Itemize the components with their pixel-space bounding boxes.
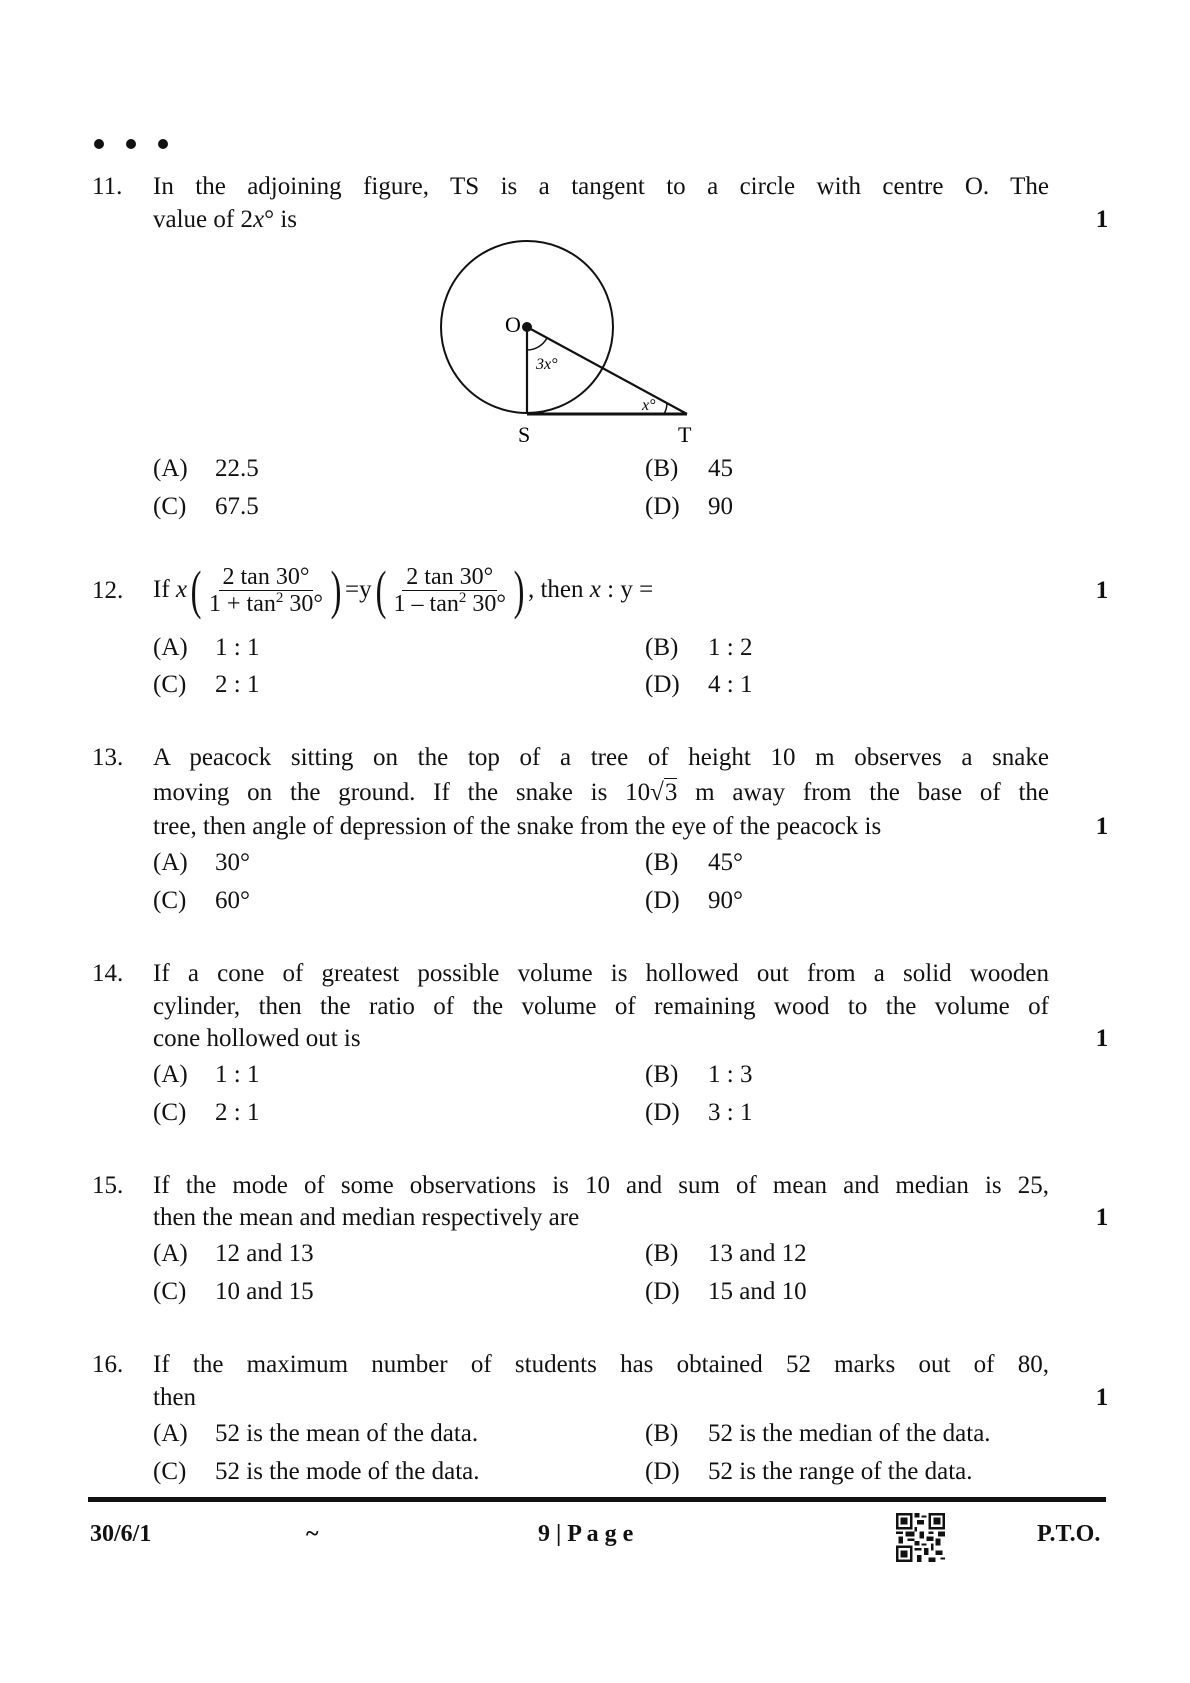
option-label: (B)	[645, 634, 679, 661]
marks: 1	[1095, 1384, 1109, 1411]
question-text: cone hollowed out is	[153, 1025, 361, 1052]
header-dots	[94, 139, 168, 149]
question-text: If a cone of greatest possible volume is hollowed out from a solid wooden	[153, 960, 1049, 987]
option-label: (A)	[153, 455, 188, 482]
marks: 1	[1095, 813, 1109, 840]
marks: 1	[1095, 577, 1109, 604]
question-text: moving on the ground. If the snake is 10√3 m away from the base of the	[153, 779, 1049, 806]
qr-code-icon	[896, 1513, 945, 1562]
dot-icon	[94, 139, 104, 149]
option-label: (D)	[645, 1099, 680, 1126]
option-value: 52 is the mode of the data.	[215, 1458, 480, 1485]
question-number: 12.	[92, 577, 124, 604]
question-text: In the adjoining figure, TS is a tangent to a circle with centre O. The	[153, 173, 1049, 200]
label-O: O	[505, 312, 521, 337]
option-value: 90	[708, 493, 733, 520]
footer-rule	[88, 1497, 1106, 1502]
option-value: 1 : 1	[215, 634, 260, 661]
dot-icon	[126, 139, 136, 149]
option-value: 12 and 13	[215, 1240, 314, 1267]
question-number: 13.	[92, 744, 124, 771]
question-number: 14.	[92, 960, 124, 987]
marks: 1	[1095, 206, 1109, 233]
option-label: (C)	[153, 887, 187, 914]
page-number: 9 | P a g e	[538, 1521, 634, 1547]
option-label: (A)	[153, 849, 188, 876]
option-label: (B)	[645, 455, 679, 482]
question-text: then	[153, 1384, 197, 1411]
option-value: 3 : 1	[708, 1099, 753, 1126]
option-value: 45°	[708, 849, 743, 876]
pto-label: P.T.O.	[1037, 1521, 1101, 1547]
option-value: 22.5	[215, 455, 259, 482]
question-number: 16.	[92, 1351, 124, 1378]
option-value: 1 : 1	[215, 1061, 260, 1088]
question-number: 11.	[92, 173, 123, 200]
option-label: (D)	[645, 1458, 680, 1485]
tangent-circle-figure	[420, 230, 720, 450]
option-value: 52 is the mean of the data.	[215, 1420, 479, 1447]
option-value: 1 : 2	[708, 634, 753, 661]
option-label: (D)	[645, 671, 680, 698]
tilde-mark: ~	[306, 1521, 319, 1547]
option-value: 90°	[708, 887, 743, 914]
question-text: If the mode of some observations is 10 and sum of mean and median is 25,	[153, 1172, 1049, 1199]
option-label: (D)	[645, 1278, 680, 1305]
option-value: 13 and 12	[708, 1240, 807, 1267]
question-number: 15.	[92, 1172, 124, 1199]
label-T: T	[678, 422, 692, 447]
option-label: (C)	[153, 1278, 187, 1305]
option-label: (C)	[153, 1458, 187, 1485]
question-text: tree, then angle of depression of the snake from the eye of the peacock is	[153, 813, 882, 840]
angle-x-label: x°	[642, 397, 656, 414]
option-value: 45	[708, 455, 733, 482]
paper-code: 30/6/1	[90, 1521, 152, 1547]
option-label: (C)	[153, 493, 187, 520]
option-label: (C)	[153, 671, 187, 698]
option-label: (B)	[645, 1240, 679, 1267]
fraction-2: $\frac{2 \tan 30^\circ}{1 - \tan^2 30^\circ}$	[393, 563, 506, 617]
option-value: 30°	[215, 849, 250, 876]
option-value: 60°	[215, 887, 250, 914]
fraction-1: $\frac{2 \tan 30^\circ}{1 + \tan^2 30^\circ}$	[209, 563, 323, 617]
option-label: (A)	[153, 1061, 188, 1088]
option-label: (C)	[153, 1099, 187, 1126]
option-label: (A)	[153, 1420, 188, 1447]
option-label: (A)	[153, 1240, 188, 1267]
option-label: (D)	[645, 493, 680, 520]
question-equation: If x ( $\frac{2 \tan 30^\circ}{1 + \tan^2 30^\circ}$ ) = y ( $\frac{2 \tan 30^\circ}{1 - \tan^2 30^\circ}$ ) , then x : y =	[153, 560, 654, 620]
option-value: 10 and 15	[215, 1278, 314, 1305]
question-text: cylinder, then the ratio of the volume of remaining wood to the volume of	[153, 993, 1049, 1020]
option-value: 4 : 1	[708, 671, 753, 698]
question-text: If the maximum number of students has obtained 52 marks out of 80,	[153, 1351, 1049, 1378]
option-value: 2 : 1	[215, 1099, 260, 1126]
option-label: (B)	[645, 849, 679, 876]
option-label: (B)	[645, 1420, 679, 1447]
question-text: A peacock sitting on the top of a tree of height 10 m observes a snake	[153, 744, 1049, 771]
option-value: 1 : 3	[708, 1061, 753, 1088]
angle-3x-label: 3x°	[536, 356, 558, 373]
option-label: (B)	[645, 1061, 679, 1088]
option-value: 67.5	[215, 493, 259, 520]
option-label: (D)	[645, 887, 680, 914]
option-value: 2 : 1	[215, 671, 260, 698]
option-value: 15 and 10	[708, 1278, 807, 1305]
option-value: 52 is the median of the data.	[708, 1420, 991, 1447]
marks: 1	[1095, 1204, 1109, 1231]
marks: 1	[1095, 1025, 1109, 1052]
option-label: (A)	[153, 634, 188, 661]
dot-icon	[158, 139, 168, 149]
label-S: S	[518, 422, 531, 447]
question-text: then the mean and median respectively are	[153, 1204, 580, 1231]
option-value: 52 is the range of the data.	[708, 1458, 973, 1485]
question-text: value of 2x° is	[153, 206, 298, 233]
